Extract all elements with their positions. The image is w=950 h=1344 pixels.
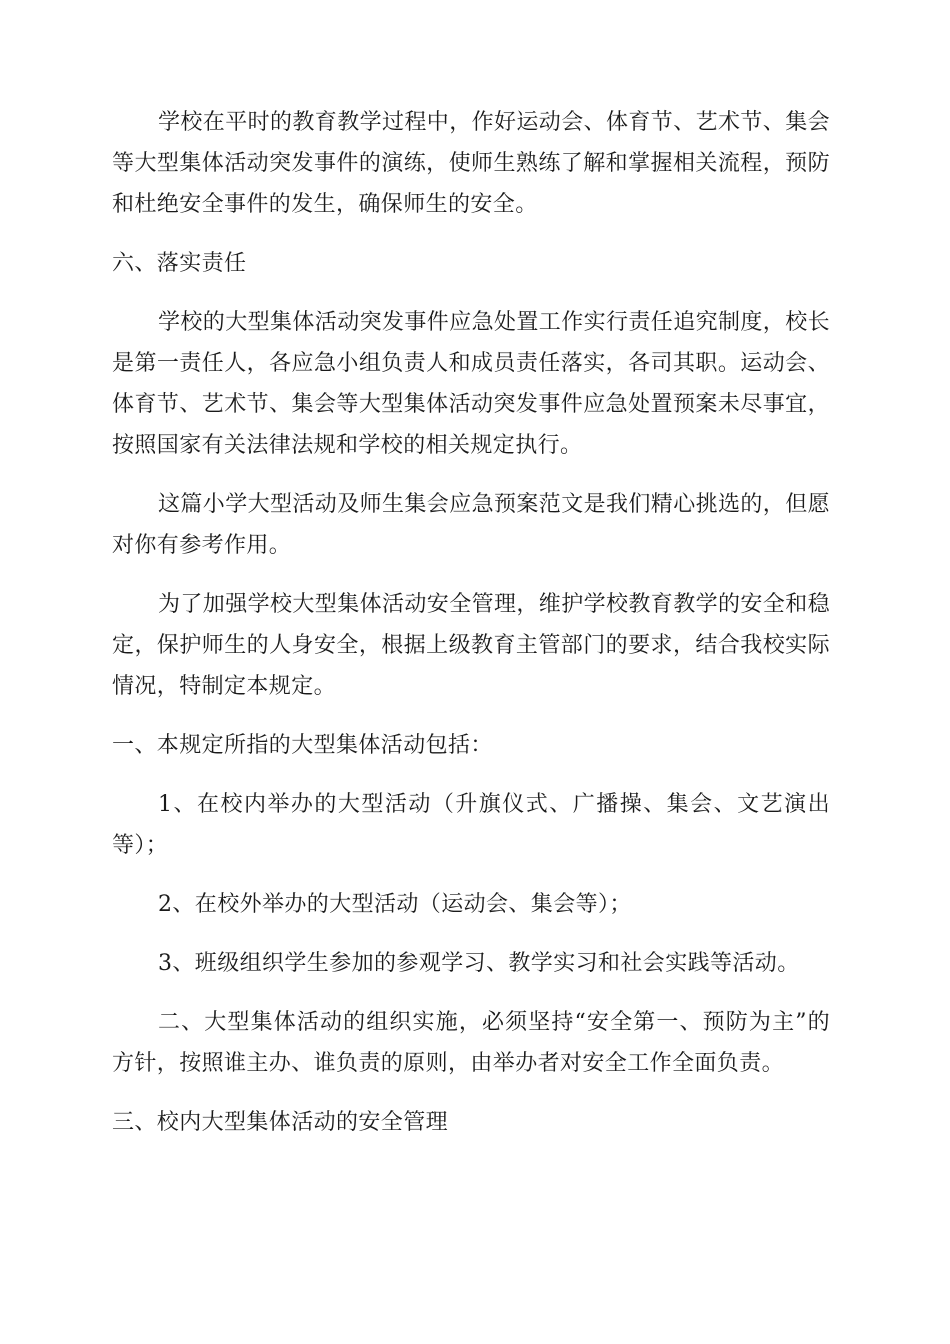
- paragraph-purpose: 为了加强学校大型集体活动安全管理，维护学校教育教学的安全和稳定，保护师生的人身安全，根据上级教育主管部门的要求，结合我校实际情况，特制定本规定。: [112, 592, 831, 699]
- list-item-class-activities: 3、班级组织学生参加的参观学习、教学实习和社会实践等活动。: [158, 951, 800, 976]
- document-body: [112, 102, 830, 1161]
- list-item-on-campus: 1、在校内举办的大型活动（升旗仪式、广播操、集会、文艺演出等）；: [112, 792, 830, 858]
- paragraph-principle: 二、大型集体活动的组织实施，必须坚持“安全第一、预防为主”的方针，按照谁主办、谁负责的原则，由举办者对安全工作全面负责。: [112, 1010, 830, 1076]
- paragraph-accountability: 学校的大型集体活动突发事件应急处置工作实行责任追究制度，校长是第一责任人，各应急小组负责人和成员责任落实，各司其职。运动会、体育节、艺术节、集会等大型集体活动突发事件应急处置预案未尽事宜，按照国家有关法律法规和学校的相关规定执行。: [112, 310, 831, 458]
- section-heading-responsibility: 六、落实责任: [112, 251, 247, 276]
- section-heading-campus-safety: 三、校内大型集体活动的安全管理: [112, 1110, 449, 1135]
- paragraph-editor-note: 这篇小学大型活动及师生集会应急预案范文是我们精心挑选的，但愿对你有参考作用。: [112, 492, 831, 558]
- paragraph-drill: 学校在平时的教育教学过程中，作好运动会、体育节、艺术节、集会等大型集体活动突发事件的演练，使师生熟练了解和掌握相关流程，预防和杜绝安全事件的发生，确保师生的安全。: [112, 110, 831, 217]
- list-item-off-campus: 2、在校外举办的大型活动（运动会、集会等）；: [158, 892, 632, 917]
- section-heading-scope: 一、本规定所指的大型集体活动包括：: [112, 733, 493, 758]
